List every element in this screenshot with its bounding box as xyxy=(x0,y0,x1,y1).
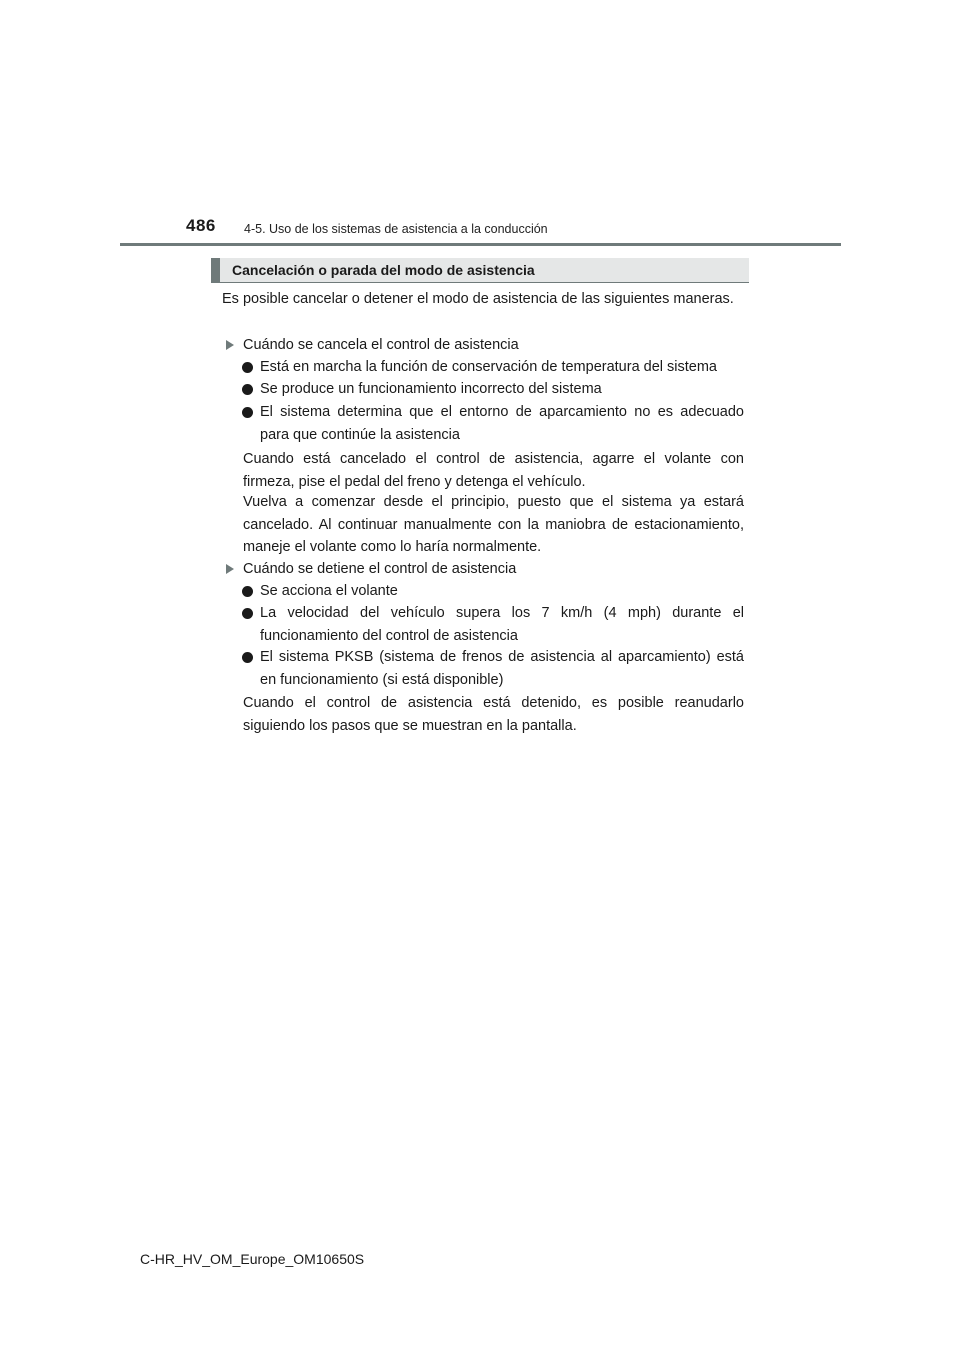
arrow-right-icon xyxy=(226,340,234,350)
bullet-item: Se acciona el volante xyxy=(260,583,398,599)
running-head: 4-5. Uso de los sistemas de asistencia a la conducción xyxy=(244,222,548,236)
intro-paragraph: Es posible cancelar o detener el modo de asistencia de las siguientes maneras. xyxy=(222,291,734,307)
bullet-item: Se produce un funcionamiento incorrecto del sistema xyxy=(260,381,602,397)
group-heading: Cuándo se detiene el control de asistencia xyxy=(243,561,517,577)
bullet-item: El sistema PKSB (sistema de frenos de asistencia al aparcamiento) está en funcionamiento (si está disponible) xyxy=(260,649,744,688)
note-paragraph: Cuando está cancelado el control de asistencia, agarre el volante con firmeza, pise el pedal del freno y detenga el vehículo. xyxy=(243,451,744,490)
section-heading xyxy=(211,258,749,283)
header-rule xyxy=(120,243,841,246)
bullet-icon xyxy=(242,586,253,597)
bullet-item: El sistema determina que el entorno de aparcamiento no es adecuado para que continúe la asistencia xyxy=(260,404,744,443)
bullet-icon xyxy=(242,652,253,663)
bullet-item: Está en marcha la función de conservación de temperatura del sistema xyxy=(260,359,717,375)
arrow-right-icon xyxy=(226,564,234,574)
bullet-icon xyxy=(242,608,253,619)
document-code: C-HR_HV_OM_Europe_OM10650S xyxy=(140,1251,365,1267)
bullet-icon xyxy=(242,362,253,373)
bullet-item: La velocidad del vehículo supera los 7 km/h (4 mph) durante el funcionamiento del control de asistencia xyxy=(260,605,744,644)
note-paragraph: Vuelva a comenzar desde el principio, puesto que el sistema ya estará cancelado. Al continuar manualmente con la maniobra de estacionamiento, maneje el volante como lo haría normalmente. xyxy=(243,494,744,555)
note-paragraph: Cuando el control de asistencia está detenido, es posible reanudarlo siguiendo los pasos que se muestran en la pantalla. xyxy=(243,695,744,734)
group-heading: Cuándo se cancela el control de asistencia xyxy=(243,337,519,353)
bullet-icon xyxy=(242,384,253,395)
bullet-icon xyxy=(242,407,253,418)
section-title: Cancelación o parada del modo de asistencia xyxy=(232,262,535,278)
page-number: 486 xyxy=(186,216,216,235)
